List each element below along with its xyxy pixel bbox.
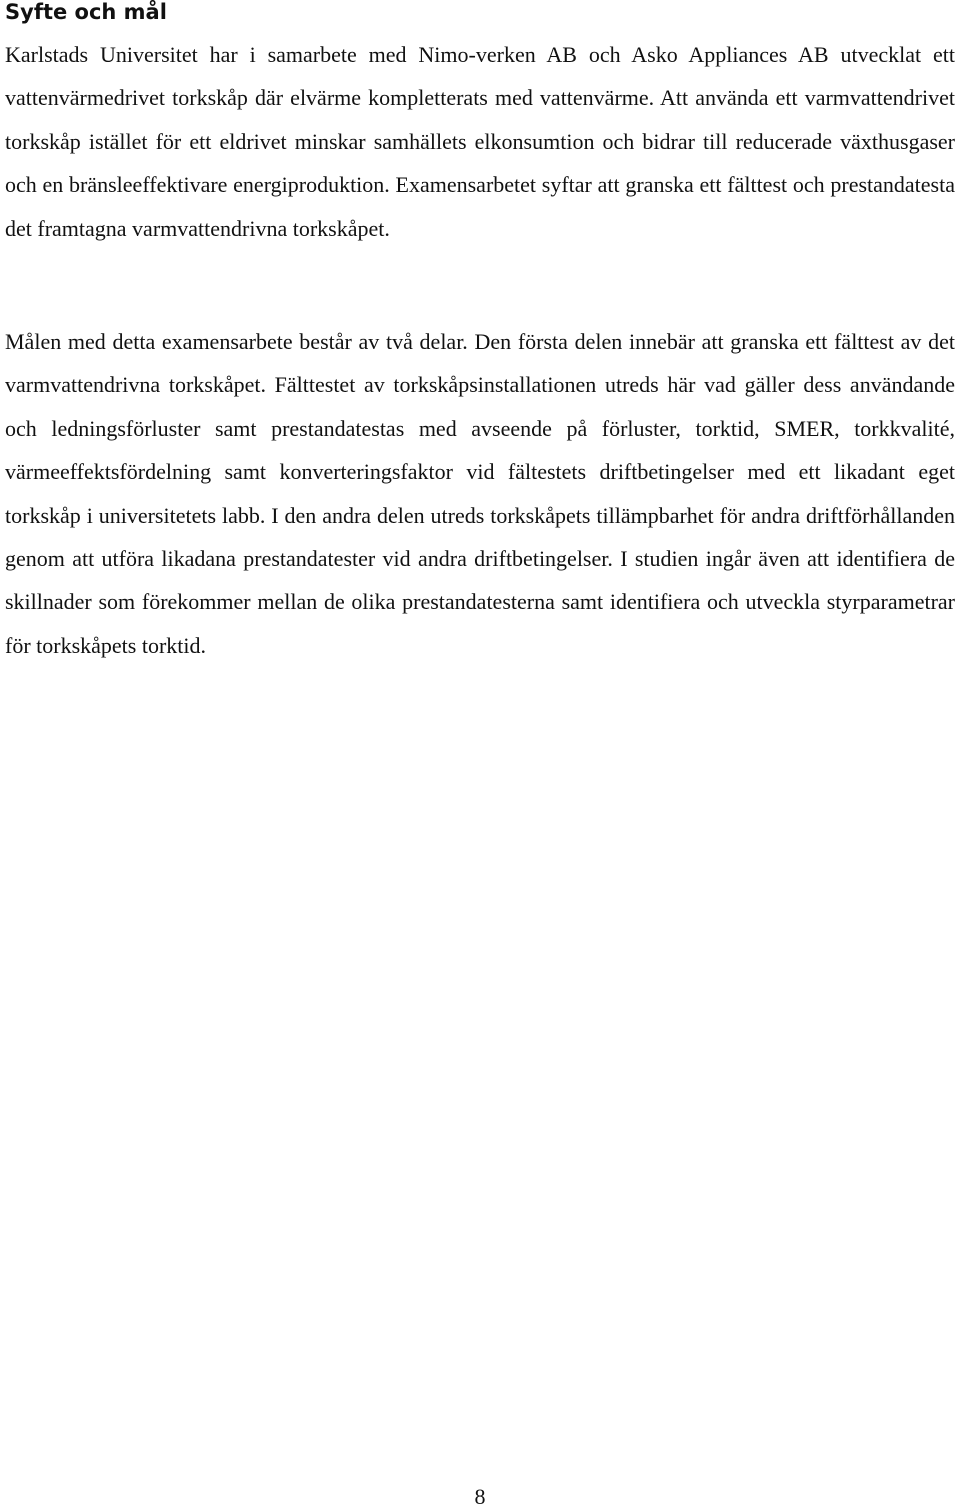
section-heading: Syfte och mål bbox=[5, 0, 167, 24]
paragraph-intro: Karlstads Universitet har i samarbete med Nimo-verken AB och Asko Appliances AB utvecklat ett vattenvärmedrivet torkskåp där elvärme kompletterats med vattenvärme. Att använda ett varmvattendrivet torkskåp istället för ett eldrivet minskar samhällets elkonsumtion och bidrar till reducerade växthusgaser och en bränsleeffektivare energiproduktion. Examensarbetet syftar att granska ett fälttest och prestandatesta det framtagna varmvattendrivna torkskåpet. bbox=[5, 42, 955, 241]
paragraph-goals: Målen med detta examensarbete består av två delar. Den första delen innebär att granska ett fälttest av det varmvattendrivna torkskåpet. Fälttestet av torkskåpsinstallationen utreds här vad gäller dess användande och ledningsförluster samt prestandatestas med avseende på förluster, torktid, SMER, torkkvalité, värmeeffektsfördelning samt konverteringsfaktor vid fältestets driftbetingelser med ett likadant eget torkskåp i universitetets labb. I den andra delen utreds torkskåpets tillämpbarhet för andra driftförhållanden genom att utföra likadana prestandatester vid andra driftbetingelser. I studien ingår även att identifiera de skillnader som förekommer mellan de olika prestandatesterna samt identifiera och utveckla styrparametrar för torkskåpets torktid. bbox=[5, 329, 955, 658]
page-number: 8 bbox=[474, 1484, 486, 1509]
